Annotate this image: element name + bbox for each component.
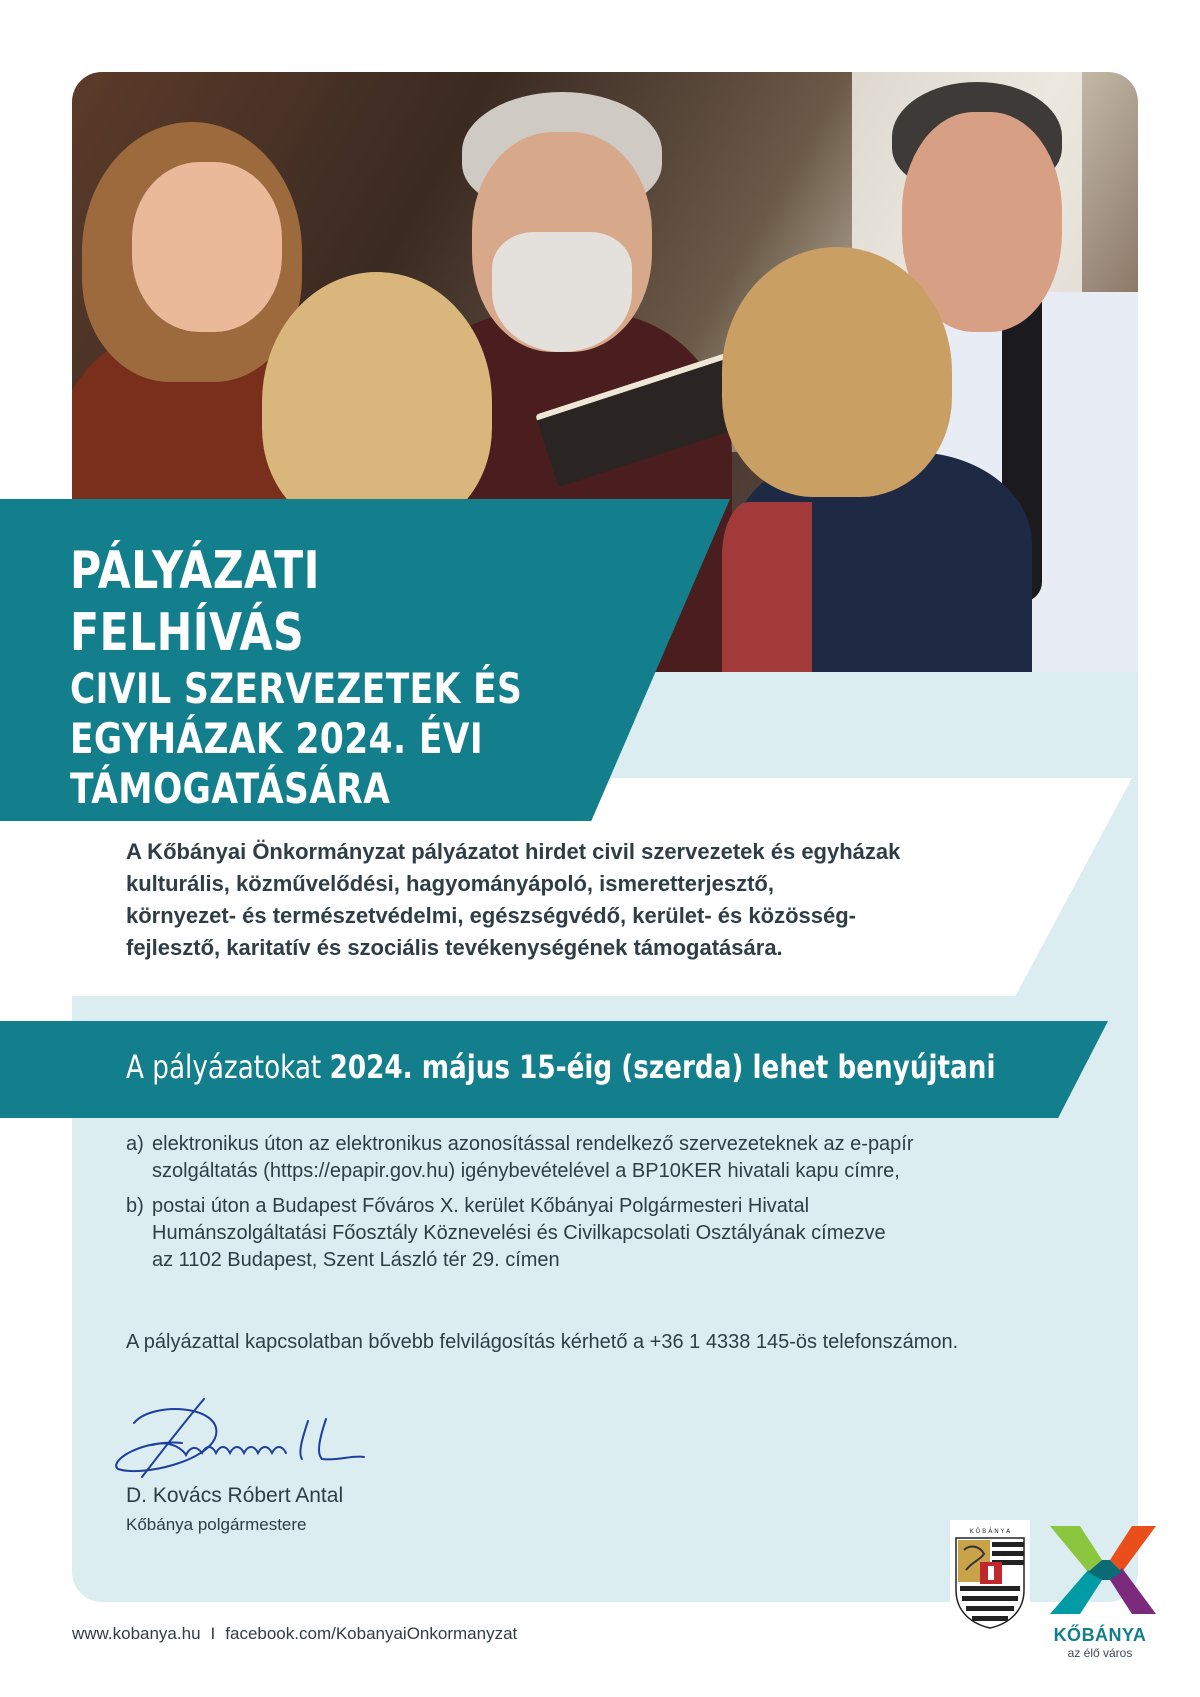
deadline-text (126, 1043, 995, 1091)
signer-title: Kőbánya polgármestere (126, 1515, 307, 1534)
coat-text: K Ő B Á N Y A (969, 1528, 1011, 1535)
intro-line-3: környezet- és természetvédelmi, egészségvédő, kerület- és közösség- (126, 903, 856, 928)
footer-facebook-link[interactable]: facebook.com/KobanyaiOnkormanyzat (225, 1624, 518, 1643)
deadline-date: 2024. május 15-éig (szerda) lehet benyújtani (329, 1048, 996, 1086)
deadline-prefix: A pályázatokat (126, 1048, 330, 1086)
option-line: szolgáltatás (https://epapir.gov.hu) igénybevételével a BP10KER hivatali kapu címre, (152, 1160, 900, 1182)
intro-line-2: kulturális, közművelődési, hagyományápoló, ismeretterjesztő, (126, 871, 774, 896)
signer-name: D. Kovács Róbert Antal (126, 1484, 344, 1507)
footer (72, 1624, 517, 1644)
intro-line-1: A Kőbányai Önkormányzat pályázatot hirdet civil szervezetek és egyházak (126, 839, 901, 864)
intro-text (126, 836, 1046, 964)
option-postal (126, 1193, 1086, 1274)
coat-of-arms-icon (950, 1520, 1030, 1630)
photo-woman-face (132, 162, 282, 332)
footer-website-link[interactable]: www.kobanya.hu (72, 1624, 201, 1643)
photo-boy-hair (722, 247, 952, 497)
page-title (70, 540, 562, 814)
title-line-2: CIVIL SZERVEZETEK ÉS (70, 664, 523, 713)
intro-line-4: fejlesztő, karitatív és szociális tevékenységének támogatására. (126, 935, 783, 960)
photo-old-man-beard (492, 232, 632, 352)
title-line-1: PÁLYÁZATI FELHÍVÁS (70, 541, 320, 663)
option-mark: b) (126, 1195, 144, 1217)
kobanya-x-logo-icon (1040, 1520, 1160, 1620)
logo-name: KŐBÁNYA (1053, 1625, 1147, 1645)
option-line: Humánszolgáltatási Főosztály Köznevelési és Civilkapcsolati Osztályának címezve (152, 1222, 886, 1244)
option-line: az 1102 Budapest, Szent László tér 29. címen (152, 1249, 560, 1271)
option-line: elektronikus úton az elektronikus azonosítással rendelkező szervezeteknek az e-papír (152, 1133, 914, 1155)
photo-boy-shirt (722, 502, 812, 672)
title-line-3: EGYHÁZAK 2024. ÉVI (70, 714, 484, 763)
option-mark: a) (126, 1133, 144, 1155)
contact-info: A pályázattal kapcsolatban bővebb felvilágosítás kérhető a +36 1 4338 145-ös telefonszámon. (126, 1331, 959, 1353)
footer-separator: I (210, 1624, 216, 1643)
title-line-4: TÁMOGATÁSÁRA (70, 764, 391, 813)
signature (112, 1395, 392, 1485)
logo-tagline: az élő város (1067, 1646, 1133, 1660)
option-electronic (126, 1131, 1086, 1185)
option-line: postai úton a Budapest Főváros X. kerület Kőbányai Polgármesteri Hivatal (152, 1195, 810, 1217)
photo-girl-hair (262, 272, 492, 532)
submission-options (126, 1131, 1086, 1282)
